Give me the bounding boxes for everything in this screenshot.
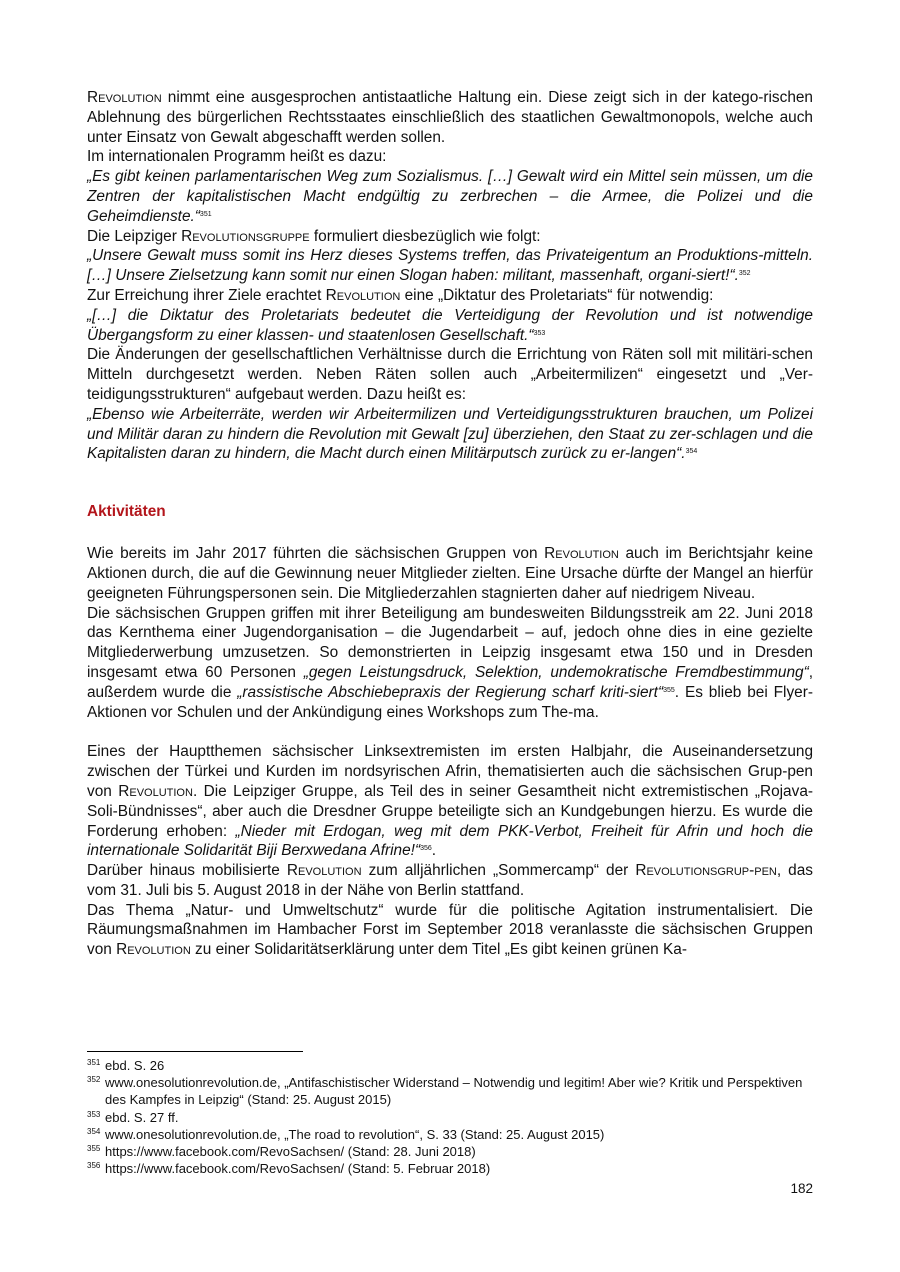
quote-inline: „rassistische Abschiebepraxis der Regierung scharf kriti-siert“ bbox=[237, 683, 664, 701]
quote: „Ebenso wie Arbeiterräte, werden wir Arbeitermilizen und Verteidigungsstrukturen brauchen, um Polizei und Militär daran zu hindern die Revolution mit Gewalt [zu] überziehen, den Staat zu zer-schlagen und die Kapitalisten daran zu hindern, die Macht durch einen Militärputsch zurück zu er-langen“.$^{354}$ bbox=[87, 405, 813, 463]
paragraph: Im internationalen Programm heißt es dazu: bbox=[87, 148, 387, 166]
footnote-ref[interactable]: 356 bbox=[420, 845, 432, 853]
org-name: Revolution bbox=[87, 89, 162, 106]
section-heading: Aktivitäten bbox=[87, 503, 166, 521]
footnote-text[interactable]: https://www.facebook.com/RevoSachsen/ (Stand: 28. Juni 2018) bbox=[105, 1144, 476, 1160]
footnote-number: 351 bbox=[87, 1058, 101, 1067]
footnote bbox=[87, 1109, 813, 1126]
footnote-text[interactable]: https://www.facebook.com/RevoSachsen/ (Stand: 5. Februar 2018) bbox=[105, 1161, 491, 1177]
org-name: Revolutionsgrup-pen bbox=[635, 862, 777, 880]
org-name: Revolution bbox=[286, 862, 362, 880]
quote: „Es gibt keinen parlamentarischen Weg zum Sozialismus. […] Gewalt wird ein Mittel sein müssen, um die Zentren der kapitalistischen Macht endgültig zu zerbrechen – die Armee, die Polizei und die Geheimdienste.“$^{351}$ bbox=[87, 168, 813, 225]
footnote-ref[interactable]: 351 bbox=[199, 210, 212, 218]
footnote-ref[interactable]: 353 bbox=[533, 329, 546, 337]
footnote-ref[interactable]: 355 bbox=[663, 686, 675, 694]
footnote-text: ebd. S. 26 bbox=[105, 1058, 165, 1073]
footnote-ref[interactable]: 352 bbox=[738, 270, 751, 278]
footnote-number: 356 bbox=[87, 1161, 101, 1171]
paragraph: Die Änderungen der gesellschaftlichen Verhältnisse durch die Errichtung von Räten soll mit militäri-schen Mitteln durchgesetzt werden. Neben Räten sollen auch „Arbeitermilizen“ eingesetzt und „Ver-teidigungsstrukturen“ aufgebaut werden. Dazu heißt es: bbox=[87, 346, 813, 403]
paragraph: Eines der Hauptthemen sächsischer Linksextremisten im ersten Halbjahr, die Auseinandersetzung zwischen der Türkei und Kurden im nordsyrischen Afrin, thematisierten auch die sächsischen Grup-pen von Revolution. Die Leipziger Gruppe, als Teil des in seiner Gesamtheit nicht extremistischen „Rojava-Soli-Bündnisses“, aber auch die Dresdner Gruppe beteiligte sich an Kundgebungen hierzu. Es wurde die Forderung erhoben: „Nieder mit Erdogan, weg mit dem PKK-Verbot, Freiheit für Afrin und hoch die internationale Solidarität Biji Berxwedana Afrine!“$^{356}$. bbox=[87, 743, 813, 860]
footnote-number: 355 bbox=[87, 1144, 101, 1154]
document-body bbox=[87, 88, 813, 960]
org-name: Revolution bbox=[118, 782, 193, 800]
footnote-ref[interactable]: 354 bbox=[685, 448, 698, 456]
quote: „Unsere Gewalt muss somit ins Herz dieses Systems treffen, das Privateigentum an Produktions-mitteln. […] Unsere Zielsetzung kann somit nur einen Slogan haben: militant, massenhaft, organi-siert!“.$^{352}$ bbox=[87, 247, 813, 285]
footnote-number: 354 bbox=[87, 1126, 101, 1136]
quote-inline: „gegen Leistungsdruck, Selektion, undemokratische Fremdbestimmung“ bbox=[303, 663, 809, 681]
org-name: Revolution bbox=[544, 545, 619, 563]
footnote bbox=[87, 1074, 813, 1108]
org-name: Revolutionsgruppe bbox=[181, 227, 310, 245]
footnote-separator bbox=[87, 1051, 303, 1052]
footnote-text[interactable]: www.onesolutionrevolution.de, „The road to revolution“, S. 33 (Stand: 25. August 2015) bbox=[105, 1126, 605, 1142]
paragraph: Wie bereits im Jahr 2017 führten die sächsischen Gruppen von Revolution auch im Berichtsjahr keine Aktionen durch, die auf die Gewinnung neuer Mitglieder zielten. Eine Ursache dürfte der Mangel an hierfür geeigneten Führungspersonen sein. Die Mitgliederzahlen stagnierten daher auf niedrigem Niveau. bbox=[87, 545, 814, 602]
paragraph: Das Thema „Natur- und Umweltschutz“ wurde für die politische Agitation instrumentalisiert. Die Räumungsmaßnahmen im Hambacher Forst im September 2018 veranlasste die sächsischen Gruppen von Revolution zu einer Solidaritätserklärung unter dem Titel „Es gibt keinen grünen Ka- bbox=[87, 901, 813, 959]
footnotes bbox=[87, 1057, 813, 1177]
paragraph: Darüber hinaus mobilisierte Revolution zum alljährlichen „Sommercamp“ der Revolutionsgrup-pen, das vom 31. Juli bis 5. August 2018 in der Nähe von Berlin stattfand. bbox=[87, 862, 813, 899]
footnote-number: 352 bbox=[87, 1075, 101, 1085]
footnote bbox=[87, 1160, 813, 1177]
page-number: 182 bbox=[790, 1181, 813, 1196]
paragraph: Revolution nimmt eine ausgesprochen antistaatliche Haltung ein. Diese zeigt sich in der katego-rischen Ablehnung des bürgerlichen Rechtsstaates einschließlich des staatlichen Gewaltmonopols, welche auch unter Einsatz von Gewalt abgeschafft werden sollen. bbox=[87, 89, 813, 146]
org-name: Revolution bbox=[325, 286, 401, 304]
paragraph: Die sächsischen Gruppen griffen mit ihrer Beteiligung am bundesweiten Bildungsstreik am 22. Juni 2018 das Kernthema einer Jugendorganisation – die Jugendarbeit – auf, jedoch ohne dies in eine gezielte Mitgliederwerbung umzusetzen. So demonstrierten in Leipzig insgesamt etwa 150 und in Dresden insgesamt etwa 60 Personen „gegen Leistungsdruck, Selektion, undemokratische Fremdbestimmung“, außerdem wurde die „rassistische Abschiebepraxis der Regierung scharf kriti-siert“$^{355}$. Es blieb bei Flyer-Aktionen vor Schulen und der Ankündigung eines Workshops zum The-ma. bbox=[87, 604, 813, 721]
quote: „[…] die Diktatur des Proletariats bedeutet die Verteidigung der Revolution und ist notwendige Übergangsform zu einer klassen- und staatenlosen Gesellschaft.“$^{353}$ bbox=[87, 306, 813, 344]
footnote bbox=[87, 1057, 813, 1074]
quote-inline: „Nieder mit Erdogan, weg mit dem PKK-Verbot, Freiheit für Afrin und hoch die internationale Solidarität Biji Berxwedana Afrine!“ bbox=[87, 822, 813, 860]
paragraph: Zur Erreichung ihrer Ziele erachtet Revolution eine „Diktatur des Proletariats“ für notwendig: bbox=[87, 286, 714, 304]
footnote bbox=[87, 1126, 813, 1143]
footnote-text: ebd. S. 27 ff. bbox=[105, 1109, 179, 1125]
footnote-number: 353 bbox=[87, 1109, 101, 1119]
footnote-text[interactable]: www.onesolutionrevolution.de, „Antifaschistischer Widerstand – Notwendig und legitim! Aber wie? Kritik und Perspektiven des Kampfes in Leipzig“ (Stand: 25. August 2015) bbox=[105, 1075, 803, 1108]
footnote bbox=[87, 1143, 813, 1160]
org-name: Revolution bbox=[116, 941, 191, 959]
paragraph: Die Leipziger Revolutionsgruppe formuliert diesbezüglich wie folgt: bbox=[87, 227, 541, 245]
